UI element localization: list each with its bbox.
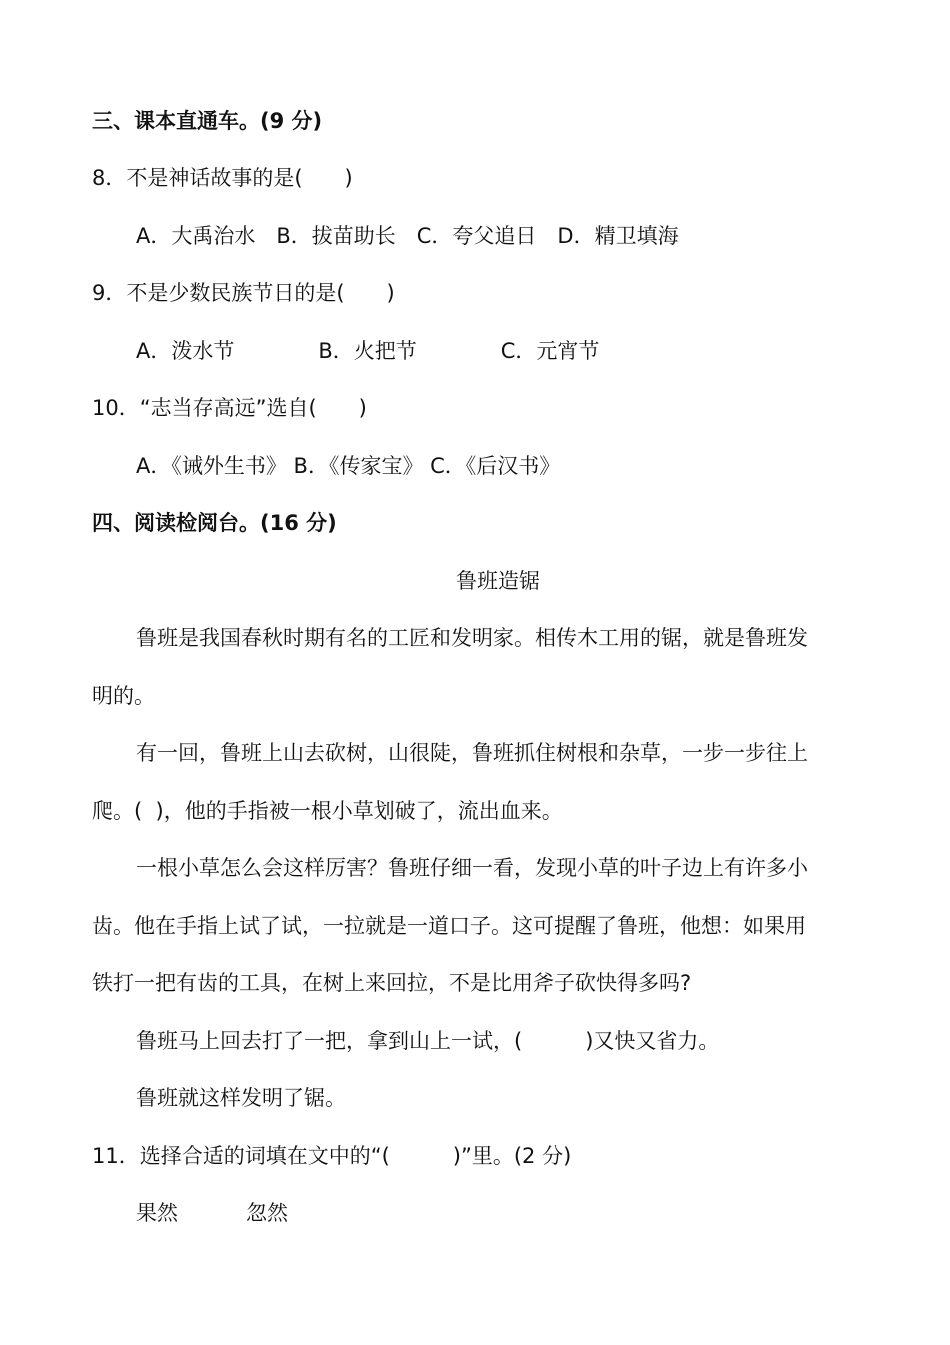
passage-line: 鲁班就这样发明了锯。 (136, 1086, 346, 1110)
q10-stem: 10．“志当存高远”选自( ) (92, 396, 367, 420)
q8-stem: 8．不是神话故事的是( ) (92, 166, 353, 190)
section3-heading: 三、课本直通车。(9 分) (92, 109, 323, 133)
passage-line: 鲁班是我国春秋时期有名的工匠和发明家。相传木工用的锯，就是鲁班发 (136, 626, 808, 650)
q9-options: A．泼水节 B．火把节 C．元宵节 (136, 339, 600, 363)
passage-line: 爬。( )，他的手指被一根小草划破了，流出血来。 (92, 799, 563, 823)
q9-stem: 9．不是少数民族节日的是( ) (92, 281, 395, 305)
passage-line: 铁打一把有齿的工具，在树上来回拉，不是比用斧子砍快得多吗? (92, 971, 692, 995)
passage-title: 鲁班造锯 (456, 569, 540, 593)
q8-options: A．大禹治水 B．拔苗助长 C．夸父追日 D．精卫填海 (136, 224, 679, 248)
passage-line: 齿。他在手指上试了试，一拉就是一道口子。这可提醒了鲁班，他想：如果用 (92, 914, 806, 938)
q10-options: A．《诫外生书》 B．《传家宝》 C．《后汉书》 (136, 454, 561, 478)
passage-line: 鲁班马上回去打了一把，拿到山上一试，( )又快又省力。 (136, 1029, 720, 1053)
passage-line: 一根小草怎么会这样厉害？鲁班仔细一看，发现小草的叶子边上有许多小 (136, 856, 808, 880)
q11-word-option-1: 果然 (136, 1201, 178, 1225)
q11-word-option-2: 忽然 (246, 1201, 288, 1225)
passage-line: 有一回，鲁班上山去砍树，山很陡，鲁班抓住树根和杂草，一步一步往上 (136, 741, 808, 765)
section4-heading: 四、阅读检阅台。(16 分) (92, 511, 337, 535)
q11-stem: 11．选择合适的词填在文中的“( )”里。(2 分) (92, 1144, 572, 1168)
passage-line: 明的。 (92, 684, 155, 708)
